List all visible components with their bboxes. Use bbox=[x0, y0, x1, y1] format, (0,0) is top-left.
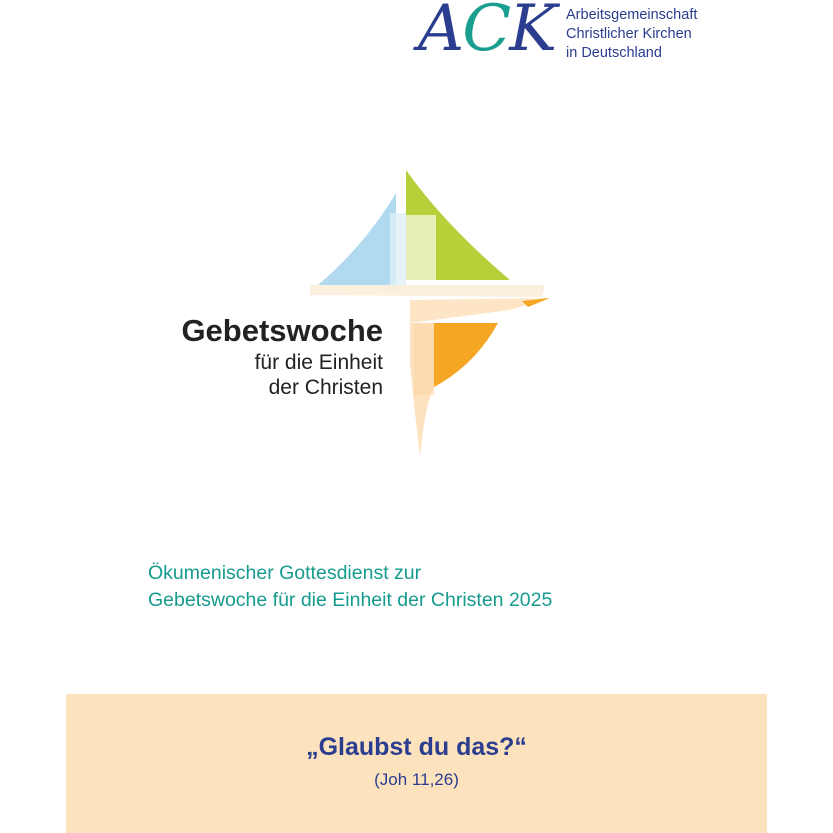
service-line-1: Ökumenischer Gottesdienst zur bbox=[148, 562, 422, 584]
service-line-2: Gebetswoche für die Einheit der Christen 2025 bbox=[148, 589, 553, 611]
quote-text: „Glaubst du das?“ bbox=[306, 733, 527, 761]
ack-letter-c: C bbox=[462, 0, 510, 66]
ack-logo bbox=[418, 0, 718, 70]
quote-reference: (Joh 11,26) bbox=[374, 770, 459, 789]
ack-name-line-1: Arbeitsgemeinschaft bbox=[566, 7, 698, 23]
title-main: Gebetswoche bbox=[181, 313, 383, 348]
cross-pale-green-overlay bbox=[406, 215, 436, 280]
ack-letter-a: A bbox=[418, 0, 463, 66]
ack-organization-name bbox=[566, 6, 697, 63]
cross-light-blue-segment bbox=[318, 193, 396, 285]
ack-name-line-2: Christlicher Kirchen bbox=[566, 26, 692, 42]
ack-logo-letters bbox=[418, 0, 555, 64]
quote-banner bbox=[66, 694, 767, 833]
cross-horizontal-bar bbox=[310, 285, 545, 297]
ack-letter-k: K bbox=[509, 0, 555, 66]
cross-peach-inner bbox=[414, 323, 434, 395]
cross-orange-segment bbox=[434, 323, 498, 387]
title-sub-line-2: der Christen bbox=[268, 376, 383, 399]
service-description bbox=[148, 560, 552, 614]
title-sub-line-1: für die Einheit bbox=[254, 351, 383, 374]
ack-name-line-3: in Deutschland bbox=[566, 45, 662, 61]
gebetswoche-title bbox=[100, 312, 383, 400]
cross-pale-left-strip bbox=[390, 213, 406, 290]
